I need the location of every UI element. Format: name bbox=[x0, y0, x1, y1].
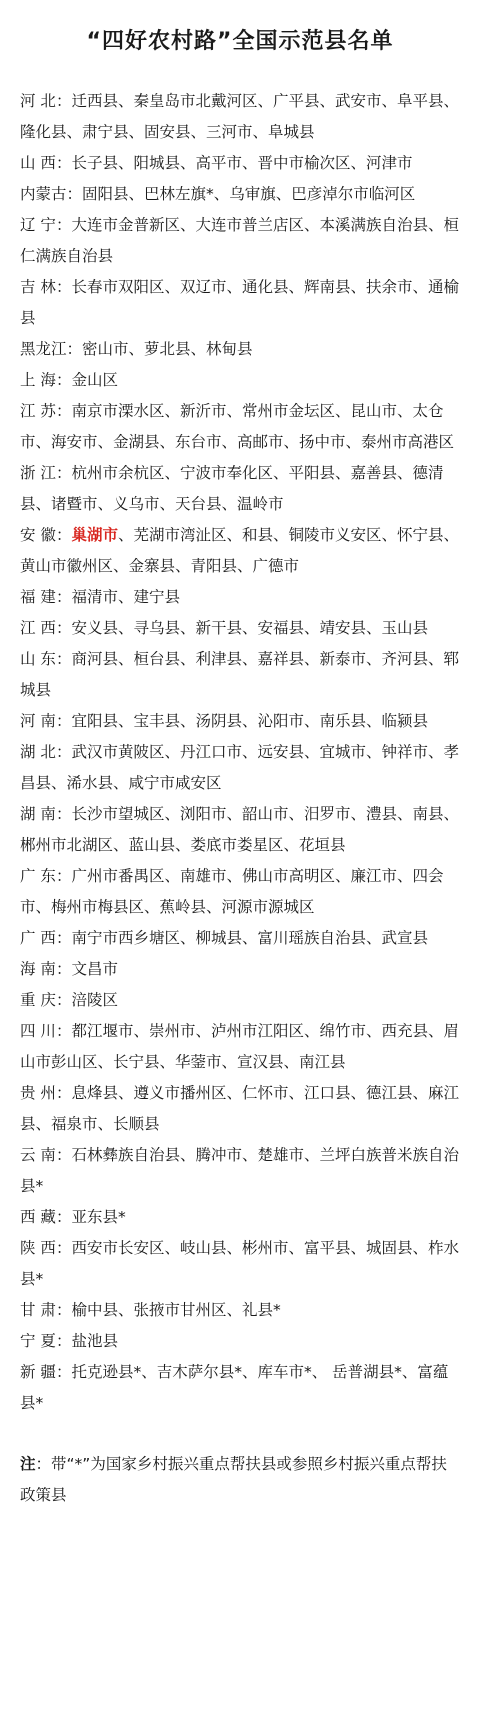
province-entry bbox=[20, 272, 460, 334]
province-separator: ： bbox=[55, 805, 72, 823]
province-entry bbox=[20, 520, 460, 582]
province-separator: ： bbox=[55, 154, 72, 172]
county-list: 固阳县、巴林左旗*、乌审旗、巴彦淖尔市临河区 bbox=[82, 185, 416, 203]
county-list: 亚东县* bbox=[71, 1208, 126, 1226]
province-name: 西 藏 bbox=[20, 1208, 56, 1226]
county-list: 密山市、萝北县、林甸县 bbox=[82, 340, 253, 358]
province-name: 山 西 bbox=[20, 154, 56, 172]
province-separator: ： bbox=[66, 185, 83, 203]
county-list: 武汉市黄陂区、丹江口市、远安县、宜城市、钟祥市、孝昌县、浠水县、咸宁市咸安区 bbox=[20, 743, 459, 792]
province-name: 河 南 bbox=[20, 712, 56, 730]
province-entry bbox=[20, 1326, 460, 1357]
province-name: 广 西 bbox=[20, 929, 56, 947]
province-entry bbox=[20, 148, 460, 179]
province-entry bbox=[20, 1233, 460, 1295]
province-entry bbox=[20, 985, 460, 1016]
province-name: 湖 南 bbox=[20, 805, 56, 823]
province-separator: ： bbox=[55, 743, 72, 761]
province-name: 新 疆 bbox=[20, 1363, 56, 1381]
province-list bbox=[20, 86, 460, 1419]
province-separator: ： bbox=[55, 371, 72, 389]
province-entry bbox=[20, 1295, 460, 1326]
province-separator: ： bbox=[55, 588, 72, 606]
province-entry bbox=[20, 923, 460, 954]
county-list: 石林彝族自治县、腾冲市、楚雄市、兰坪白族普米族自治县* bbox=[20, 1146, 459, 1195]
province-name: 黑龙江 bbox=[20, 340, 67, 358]
province-entry bbox=[20, 861, 460, 923]
province-separator: ： bbox=[55, 991, 72, 1009]
province-separator: ： bbox=[55, 712, 72, 730]
province-entry bbox=[20, 706, 460, 737]
province-separator: ： bbox=[55, 526, 72, 544]
county-list: 涪陵区 bbox=[71, 991, 118, 1009]
province-entry bbox=[20, 954, 460, 985]
province-name: 贵 州 bbox=[20, 1084, 56, 1102]
county-list: 福清市、建宁县 bbox=[71, 588, 180, 606]
province-entry bbox=[20, 1357, 460, 1419]
county-list: 南京市溧水区、新沂市、常州市金坛区、昆山市、太仓市、海安市、金湖县、东台市、高邮市、扬中市、泰州市高港区 bbox=[20, 402, 455, 451]
province-name: 山 东 bbox=[20, 650, 56, 668]
county-list: 金山区 bbox=[71, 371, 118, 389]
province-name: 安 徽 bbox=[20, 526, 56, 544]
province-name: 四 川 bbox=[20, 1022, 56, 1040]
province-entry bbox=[20, 458, 460, 520]
footnote-label: 注 bbox=[20, 1455, 36, 1473]
province-name: 海 南 bbox=[20, 960, 56, 978]
province-separator: ： bbox=[55, 216, 72, 234]
county-list: 大连市金普新区、大连市普兰店区、本溪满族自治县、桓仁满族自治县 bbox=[20, 216, 459, 265]
county-list: 托克逊县*、吉木萨尔县*、库车市*、 岳普湖县*、富蕴县* bbox=[20, 1363, 449, 1412]
province-name: 河 北 bbox=[20, 92, 56, 110]
province-name: 江 西 bbox=[20, 619, 56, 637]
county-list: 西安市长安区、岐山县、彬州市、富平县、城固县、柞水县* bbox=[20, 1239, 459, 1288]
province-separator: ： bbox=[55, 1332, 72, 1350]
province-name: 湖 北 bbox=[20, 743, 56, 761]
county-list: 宜阳县、宝丰县、汤阴县、沁阳市、南乐县、临颍县 bbox=[71, 712, 428, 730]
county-list: 迁西县、秦皇岛市北戴河区、广平县、武安市、阜平县、隆化县、肃宁县、固安县、三河市、阜城县 bbox=[20, 92, 459, 141]
county-list: 长子县、阳城县、高平市、晋中市榆次区、河津市 bbox=[71, 154, 413, 172]
province-name: 云 南 bbox=[20, 1146, 56, 1164]
province-separator: ： bbox=[55, 1208, 72, 1226]
province-separator: ： bbox=[55, 929, 72, 947]
county-list: 长春市双阳区、双辽市、通化县、辉南县、扶余市、通榆县 bbox=[20, 278, 459, 327]
province-name: 江 苏 bbox=[20, 402, 56, 420]
page-title: “四好农村路”全国示范县名单 bbox=[86, 29, 394, 54]
province-entry bbox=[20, 179, 460, 210]
county-list: 盐池县 bbox=[71, 1332, 118, 1350]
province-entry bbox=[20, 613, 460, 644]
province-entry bbox=[20, 799, 460, 861]
province-entry bbox=[20, 334, 460, 365]
county-list: 榆中县、张掖市甘州区、礼县* bbox=[71, 1301, 281, 1319]
province-separator: ： bbox=[55, 92, 72, 110]
province-entry bbox=[20, 86, 460, 148]
province-entry bbox=[20, 1202, 460, 1233]
province-name: 陕 西 bbox=[20, 1239, 56, 1257]
province-name: 浙 江 bbox=[20, 464, 56, 482]
county-list: 杭州市余杭区、宁波市奉化区、平阳县、嘉善县、德清县、诸暨市、义乌市、天台县、温岭市 bbox=[20, 464, 444, 513]
province-separator: ： bbox=[55, 960, 72, 978]
province-entry bbox=[20, 1016, 460, 1078]
province-separator: ： bbox=[55, 1022, 72, 1040]
province-name: 宁 夏 bbox=[20, 1332, 56, 1350]
province-separator: ： bbox=[66, 340, 83, 358]
province-separator: ： bbox=[55, 464, 72, 482]
county-list: 文昌市 bbox=[71, 960, 118, 978]
province-separator: ： bbox=[55, 867, 72, 885]
province-separator: ： bbox=[55, 402, 72, 420]
province-name: 广 东 bbox=[20, 867, 56, 885]
county-list: 商河县、桓台县、利津县、嘉祥县、新泰市、齐河县、郓城县 bbox=[20, 650, 459, 699]
province-separator: ： bbox=[55, 1146, 72, 1164]
province-entry bbox=[20, 737, 460, 799]
province-name: 福 建 bbox=[20, 588, 56, 606]
province-name: 内蒙古 bbox=[20, 185, 67, 203]
province-name: 甘 肃 bbox=[20, 1301, 56, 1319]
province-name: 辽 宁 bbox=[20, 216, 56, 234]
province-name: 吉 林 bbox=[20, 278, 56, 296]
county-list: 息烽县、遵义市播州区、仁怀市、江口县、德江县、麻江县、福泉市、长顺县 bbox=[20, 1084, 459, 1133]
province-separator: ： bbox=[55, 1084, 72, 1102]
province-name: 上 海 bbox=[20, 371, 56, 389]
county-list: 南宁市西乡塘区、柳城县、富川瑶族自治县、武宣县 bbox=[71, 929, 428, 947]
province-entry bbox=[20, 396, 460, 458]
county-list: 、芜湖市湾沚区、和县、铜陵市义安区、怀宁县、黄山市徽州区、金寨县、青阳县、广德市 bbox=[20, 526, 459, 575]
province-entry bbox=[20, 210, 460, 272]
province-name: 重 庆 bbox=[20, 991, 56, 1009]
province-entry bbox=[20, 582, 460, 613]
county-list: 长沙市望城区、浏阳市、韶山市、汨罗市、澧县、南县、郴州市北湖区、蓝山县、娄底市娄星区、花垣县 bbox=[20, 805, 459, 854]
province-separator: ： bbox=[55, 278, 72, 296]
province-separator: ： bbox=[55, 1239, 72, 1257]
county-list: 安义县、寻乌县、新干县、安福县、靖安县、玉山县 bbox=[71, 619, 428, 637]
highlighted-county: 巢湖市 bbox=[71, 526, 118, 544]
province-entry bbox=[20, 1078, 460, 1140]
province-entry bbox=[20, 644, 460, 706]
province-entry bbox=[20, 365, 460, 396]
province-separator: ： bbox=[55, 619, 72, 637]
province-entry bbox=[20, 1140, 460, 1202]
county-list: 都江堰市、崇州市、泸州市江阳区、绵竹市、西充县、眉山市彭山区、长宁县、华蓥市、宣汉县、南江县 bbox=[20, 1022, 459, 1071]
province-separator: ： bbox=[55, 1301, 72, 1319]
footnote bbox=[20, 1449, 460, 1511]
province-separator: ： bbox=[55, 1363, 72, 1381]
province-separator: ： bbox=[55, 650, 72, 668]
footnote-text: ：带“*”为国家乡村振兴重点帮扶县或参照乡村振兴重点帮扶政策县 bbox=[20, 1455, 447, 1504]
county-list: 广州市番禺区、南雄市、佛山市高明区、廉江市、四会市、梅州市梅县区、蕉岭县、河源市源城区 bbox=[20, 867, 444, 916]
